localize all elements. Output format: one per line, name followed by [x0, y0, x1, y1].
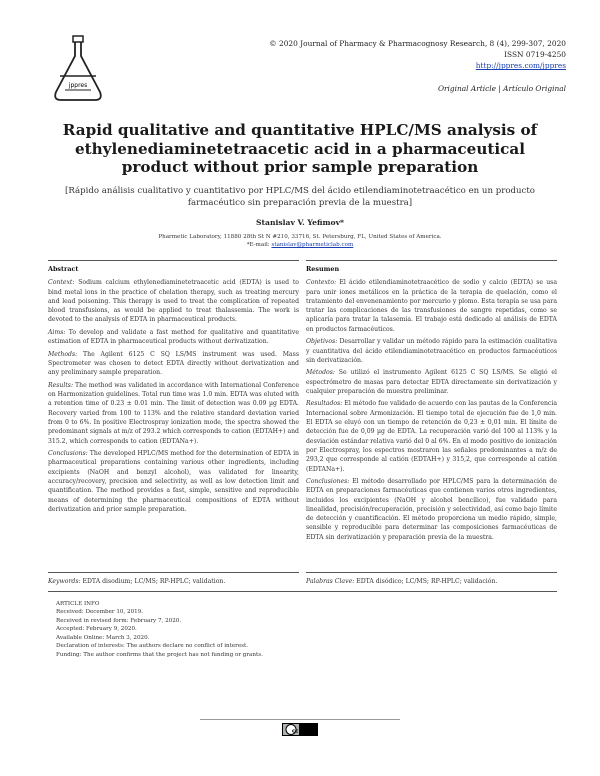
- resumen-objectives: Objetivos: Desarrollar y validar un método rápido para la estimación cualitativa y cuantitativa del ácido etilendiaminotetraacético en productos farmacéuticos sin derivatización.: [306, 338, 557, 364]
- journal-issn: ISSN 0719-4250: [504, 50, 566, 60]
- article-info-received: Received: December 10, 2019.: [56, 609, 144, 616]
- resumen-heading: Resumen: [306, 265, 340, 273]
- cc-badge-text: cc BY: [291, 728, 309, 735]
- article-info-accepted: Accepted: February 9, 2020.: [56, 626, 137, 633]
- resumen-keywords-rule: [306, 572, 557, 573]
- author-email-link[interactable]: stanislav@pharmeticlab.com: [271, 241, 354, 248]
- author-name: Stanislav V. Yefimov*: [256, 218, 344, 227]
- keywords-bottom-rule: [48, 591, 557, 592]
- resumen-conclusions: Conclusiones: El método desarrollado por HPLC/MS para la determinación de EDTA en preparaciones farmacéuticas que contienen varios otros ingredientes, incluidos los excipientes (NaOH y alcohol bencílico), fue validado para linealidad, precisión/recuperación, precisión y selectividad, así como bajo límite de detección y cuantificación. El método proporciona un medio rápido, simple, sensible y reproducible para determinar las composiciones farmacéuticas de EDTA sin derivatización y preparación previa de la muestra.: [306, 477, 557, 541]
- resumen-results: Resultados: El método fue validado de acuerdo con las pautas de la Conferencia Internacional sobre Armonización. El tiempo total de ejecución fue de 1,0 min. El EDTA se eluyó con un tiempo de retención de 0,23 ± 0,01 min. El límite de detección fue de 0,09 µg de EDTA. La recuperación varió del 100 al 113% y la desviación estándar relativa varió del 0 al 6%. En el modo positivo de ionización por Electrospray, los espectros mostraron las señales predominantes a m/z de 293,2 que corresponde al catión (EDTAH+) y 315,2, que corresponde al catión (EDTANa+).: [306, 400, 557, 473]
- article-info-funding: Funding: The author confirms that the project has not funding or grants.: [56, 651, 263, 658]
- resumen-keywords: Palabras Clave: EDTA disódico; LC/MS; RP-HPLC; validación.: [306, 578, 498, 585]
- article-type: Original Article | Artículo Original: [437, 83, 566, 93]
- abstract-keywords: Keywords: EDTA disodium; LC/MS; RP-HPLC; validation.: [48, 578, 226, 585]
- article-info-interests: Declaration of interests: The authors declare no conflict of interest.: [56, 643, 249, 650]
- abstract-context: Context: Sodium calcium ethylenediaminetetraacetic acid (EDTA) is used to bind metal ions in the practice of chelation therapy, such as treating mercury and lead poisoning. This therapy is used to treat the complication of repeated blood transfusions, as would be applied to treat thalassemia. The work is devoted to the analysis of EDTA in pharmaceutical products.: [48, 279, 299, 324]
- article-title: Rapid qualitative and quantitative HPLC/MS analysis of ethylenediaminetetraacetic acid in a pharmaceutical product without prior sample preparation: [62, 121, 538, 177]
- affiliation-text: Pharmetic Laboratory, 11880 28th St N #210, 33716, St. Petersburg, FL, United States of America.: [158, 234, 442, 240]
- resumen-section: [306, 265, 557, 545]
- abstract-section: [48, 265, 299, 517]
- article-info-revised: Received in revised form: February 7, 2020.: [56, 617, 182, 624]
- author-affiliation: [0, 234, 600, 250]
- abstract-keywords-rule: [48, 572, 299, 573]
- article-title-spanish: [Rápido análisis cualitativo y cuantitativo por HPLC/MS del ácido etilendiaminotetraacético en un producto farmacéutico sin preparación previa de la muestra]: [65, 186, 535, 208]
- abstract-aims: Aims: To develop and validate a fast method for qualitative and quantitative estimation of EDTA in pharmaceutical products without derivatization.: [48, 328, 299, 346]
- journal-header: [269, 38, 566, 94]
- journal-logo-icon: [46, 34, 110, 110]
- abstract-results: Results: The method was validated in accordance with International Conference on Harmonization guidelines. Total run time was 1.0 min. EDTA was eluted with a retention time of 0.23 ± 0.01 min. The limit of detection was 0.09 µg EDTA. Recovery varied from 100 to 113% and the relative standard deviation varied from 0 to 6%. In positive Electrospray ionization mode, the spectra showed the predominant signals at m/z of 293.2 which corresponds to cation (EDTAH+) and 315.2, which corresponds to cation (EDTANa+).: [48, 381, 299, 445]
- resumen-methods: Métodos: Se utilizó el instrumento Agilent 6125 C SQ LS/MS. Se eligió el espectrómetro de masas para detectar EDTA directamente sin derivatización y cualquier preparación de muestra preliminar.: [306, 369, 558, 395]
- logo-text: jppres: [68, 82, 88, 89]
- journal-url-link[interactable]: http://jppres.com/jppres: [475, 61, 566, 71]
- footer-rule: [200, 719, 400, 720]
- article-info-title: ARTICLE INFO: [56, 601, 100, 607]
- abstract-conclusions: Conclusions: The developed HPLC/MS method for the determination of EDTA in pharmaceutical preparations containing various other ingredients, including excipients (NaOH and benzyl alcohol), was validated for linearity, accuracy/recovery, precision and selectivity, as well as low detection limit and quantification. The method provides a fast, simple, sensitive and reproducible means of determining the pharmaceutical compositions of EDTA without derivatization and prior sample preparation.: [48, 450, 299, 513]
- abstract-heading: Abstract: [48, 265, 79, 273]
- journal-citation: © 2020 Journal of Pharmacy & Pharmacognosy Research, 8 (4), 299-307, 2020: [269, 39, 566, 48]
- cc-license-badge[interactable]: [282, 723, 318, 736]
- abstract-methods: Methods: The Agilent 6125 C SQ LS/MS instrument was used. Mass Spectrometer was chosen to detect EDTA directly without derivatization and any preliminary sample preparation.: [48, 350, 299, 377]
- resumen-top-rule: [306, 260, 557, 261]
- resumen-context: Contexto: El ácido etilendiaminotetraacético de sodio y calcio (EDTA) se usa para unir iones metálicos en la práctica de la terapia de quelación, como el tratamiento del envenenamiento por mercurio y plomo. Esta terapia se usa para tratar las complicaciones de las transfusiones de sangre repetidas, como se aplicaría para tratar la talasemia. El trabajo está dedicado al análisis de EDTA en productos farmacéuticos.: [306, 279, 557, 333]
- article-info-available: Available Online: March 3, 2020.: [56, 634, 150, 641]
- abstract-top-rule: [48, 260, 299, 261]
- email-label: *E-mail:: [246, 241, 272, 248]
- article-info: [56, 600, 263, 659]
